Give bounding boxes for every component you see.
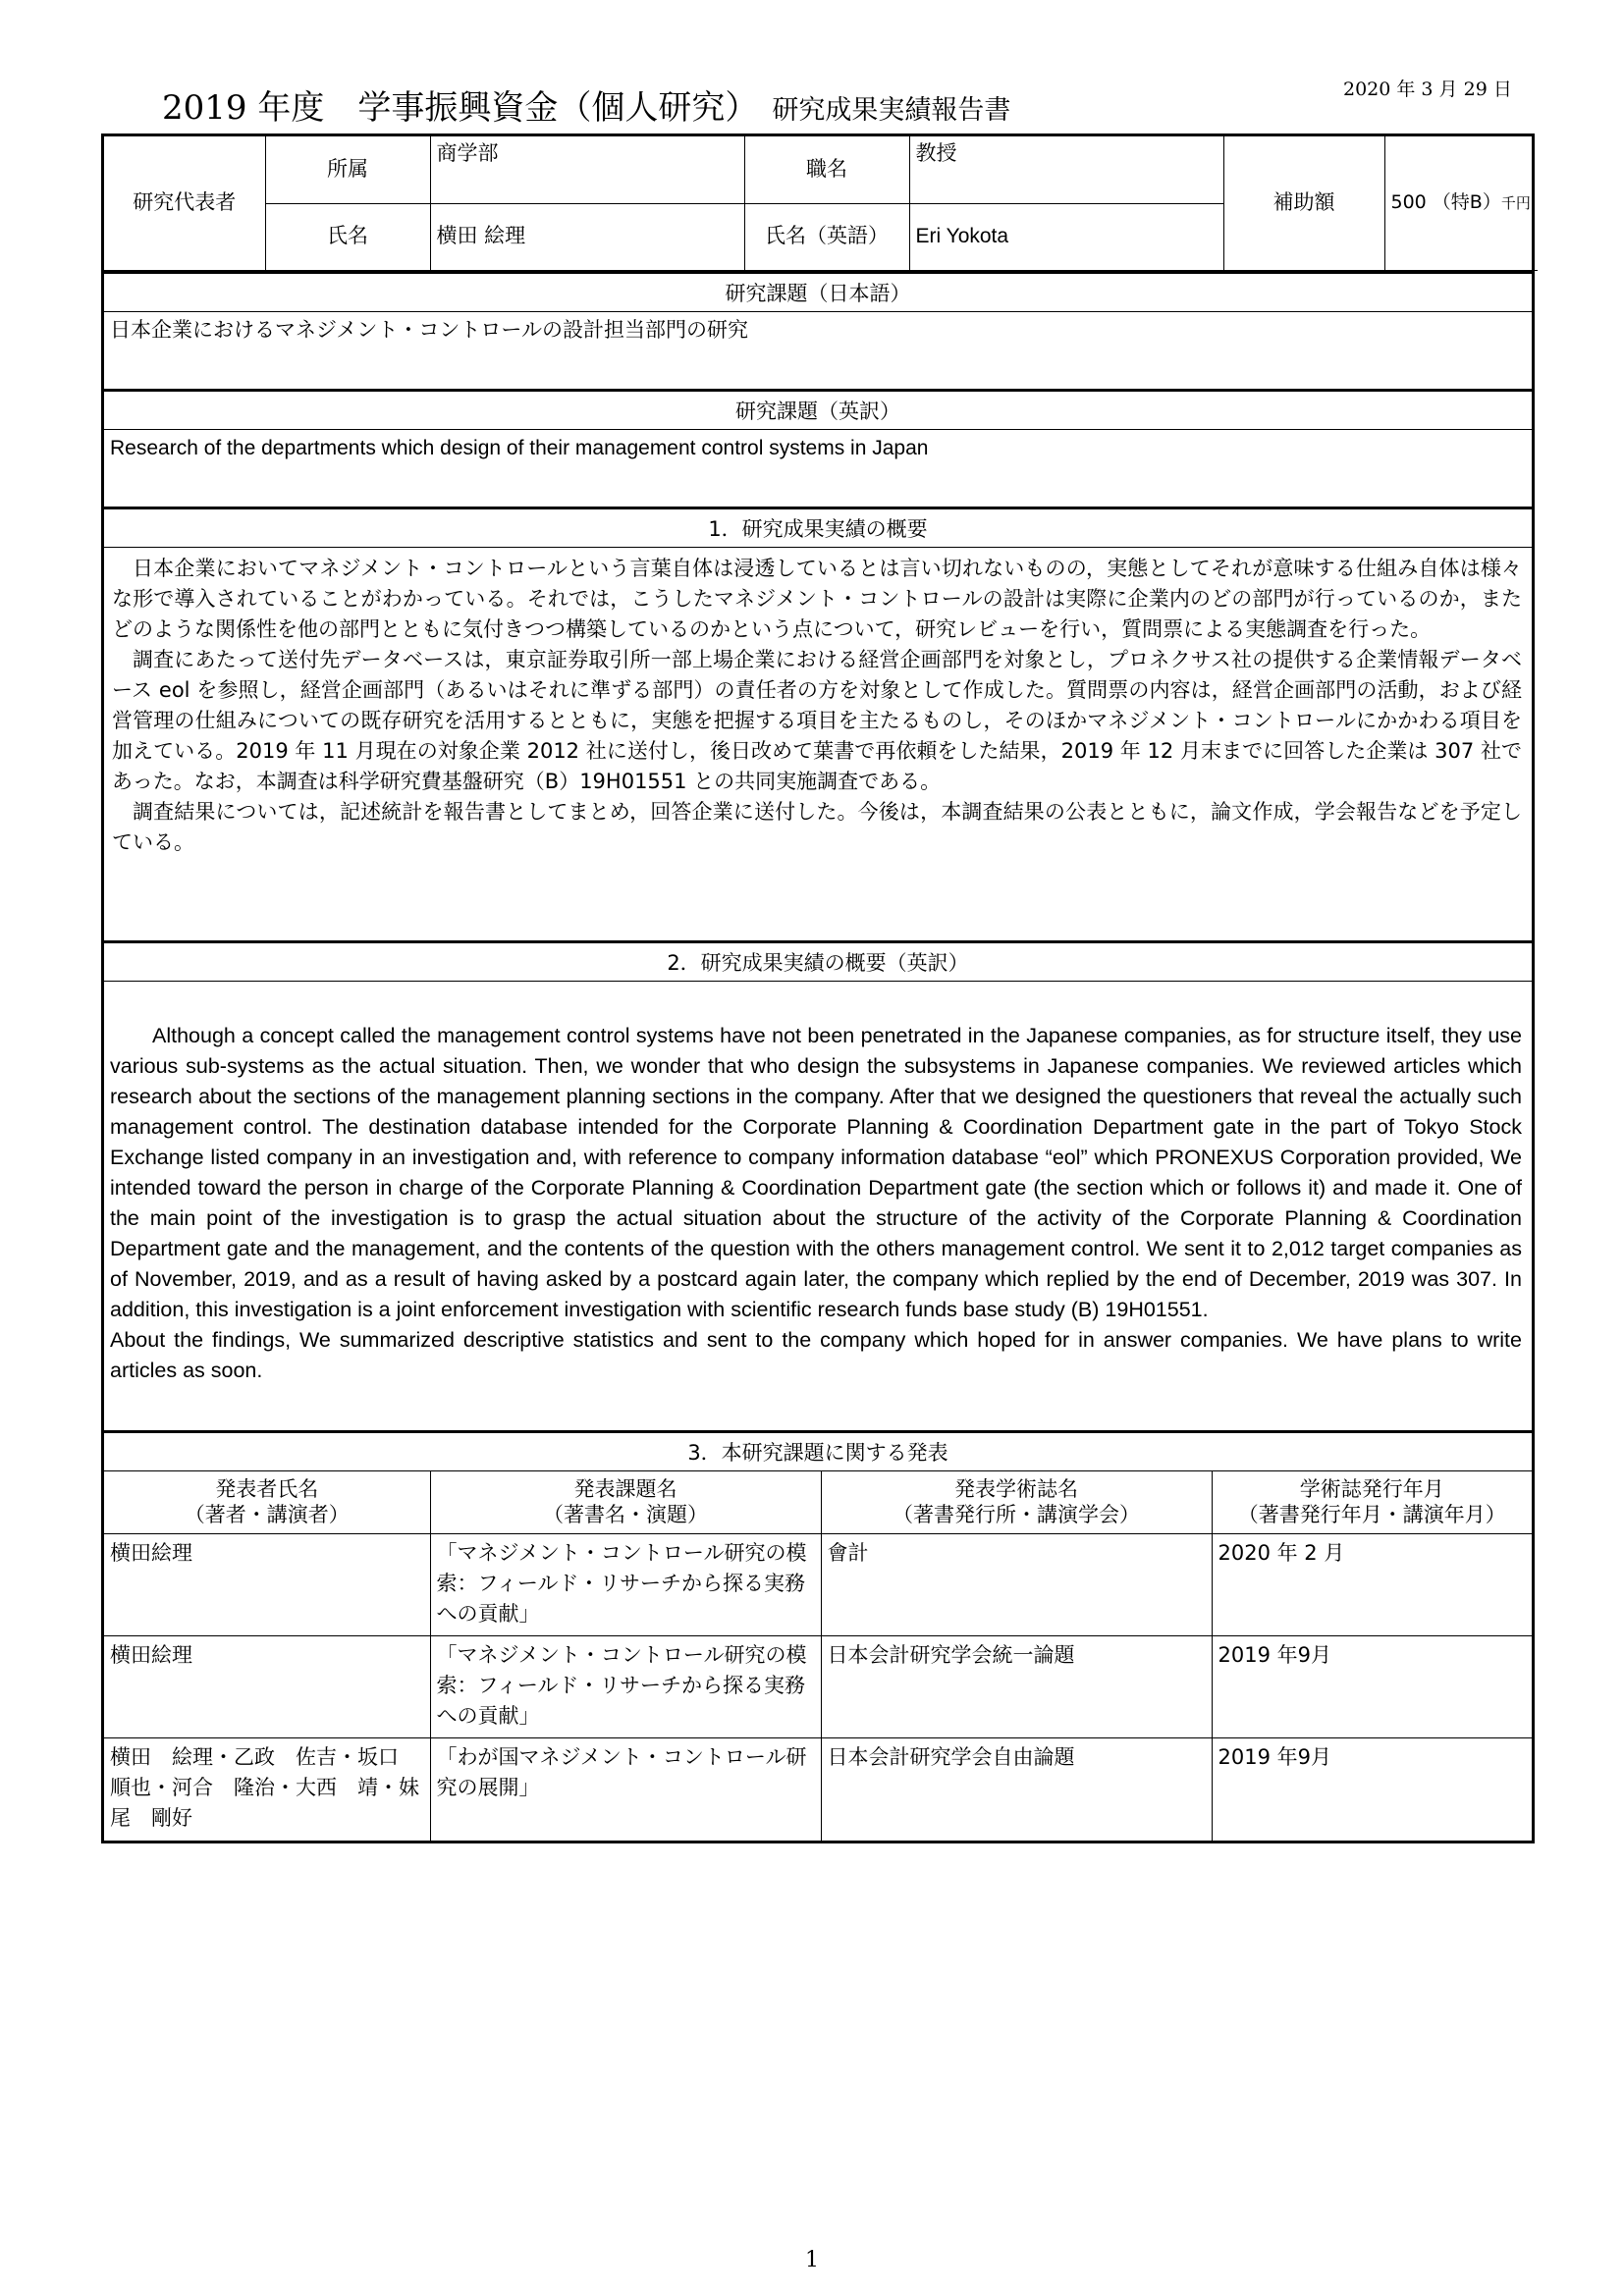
summary-en-section <box>104 940 1532 1430</box>
position-label: 職名 <box>744 136 909 203</box>
pub-header-author <box>104 1471 430 1534</box>
pub-header-author-main: 発表者氏名 <box>215 1477 319 1502</box>
table-row <box>104 1738 1532 1841</box>
report-date: 2020 年 3 月 29 日 <box>1343 79 1512 100</box>
summary-jp-section <box>104 507 1532 940</box>
pub-header-date <box>1212 1471 1532 1534</box>
pub-header-title-main: 発表課題名 <box>573 1477 677 1502</box>
pub-author: 横田絵理 <box>104 1534 430 1636</box>
pub-date: 2019 年9月 <box>1212 1738 1532 1841</box>
summary-en-paragraph: About the findings, We summarized descriptive statistics and sent to the company which hoped for in answer companies. We have plans to write articles as soon. <box>110 1327 1522 1382</box>
report-frame <box>101 133 1535 1843</box>
pub-author: 横田絵理 <box>104 1636 430 1738</box>
summary-en-label: 2．研究成果実績の概要（英訳） <box>104 943 1532 982</box>
summary-jp-body <box>104 548 1532 940</box>
pub-venue: 會計 <box>821 1534 1212 1636</box>
affiliation-value: 商学部 <box>430 136 744 203</box>
pub-venue: 日本会計研究学会統一論題 <box>821 1636 1212 1738</box>
pub-date: 2020 年 2 月 <box>1212 1534 1532 1636</box>
topic-jp-section <box>104 271 1532 389</box>
position-value: 教授 <box>909 136 1223 203</box>
topic-en-text: Research of the departments which design of their management control systems in Japan <box>110 436 929 459</box>
summary-en-paragraph: Although a concept called the management control systems have not been penetrated in the Japanese companies, as for structure itself, they use various sub-systems as the actual situation. Then, we wonder that who design the subsystems in Japanese companies. We reviewed articles which research about the sections of the management planning sections in the company. After that we designed the questioners that reveal the actually such management control. The destination database intended for the Corporate Planning & Coordination Department gate in the part of Tokyo Stock Exchange listed company in an investigation and, with reference to company information database “eol” which PRONEXUS Corporation provided, We intended toward the person in charge of the Corporate Planning & Coordination Department gate (the section which or follows it) and made it. One of the main point of the investigation is to grasp the actual situation about the structure of the activity of the Corporate Planning & Coordination Department gate and the management, and the contents of the question with the others management control. We sent it to 2,012 target companies as of November, 2019, and as a result of having asked by a postcard again later, the company which replied by the end of December, 2019 was 307. In addition, this investigation is a joint enforcement investigation with scientific research funds base study (B) 19H01551. <box>110 1023 1522 1321</box>
pub-header-venue <box>821 1471 1212 1534</box>
grant-value: 500 （特B） <box>1390 191 1501 214</box>
report-title-sub: 研究成果実績報告書 <box>772 95 1011 126</box>
info-table <box>104 136 1538 271</box>
page-number: 1 <box>805 2248 819 2272</box>
name-en-value: Eri Yokota <box>909 203 1223 270</box>
topic-jp-label: 研究課題（日本語） <box>104 274 1532 312</box>
pub-title: 「マネジメント・コントロール研究の模索：フィールド・リサーチから探る実務への貢献」 <box>430 1534 821 1636</box>
table-row <box>104 1534 1532 1636</box>
summary-jp-paragraph: 日本企業においてマネジメント・コントロールという言葉自体は浸透しているとは言い切れないものの，実態としてそれが意味する仕組み自体は様々な形で導入されていることがわかっている。それでは，こうしたマネジメント・コントロールの設計は実際に企業内のどの部門が行っているのか，またどのような関係性を他の部門とともに気付きつつ構築しているのかという点について，研究レビューを行い，質問票による実態調査を行った。 <box>112 556 1522 641</box>
summary-jp-paragraph: 調査結果については，記述統計を報告書としてまとめ，回答企業に送付した。今後は，本調査結果の公表とともに，論文作成，学会報告などを予定している。 <box>112 799 1522 854</box>
affiliation-label: 所属 <box>265 136 430 203</box>
pub-header-title <box>430 1471 821 1534</box>
pub-header-title-sub: （著書名・演題） <box>543 1503 708 1527</box>
topic-en-label: 研究課題（英訳） <box>104 392 1532 430</box>
pub-header-venue-sub: （著書発行所・講演学会） <box>893 1503 1140 1527</box>
summary-jp-paragraph: 調査にあたって送付先データベースは，東京証券取引所一部上場企業における経営企画部門を対象とし，プロネクサス社の提供する企業情報データベース eol を参照し，経営企画部門（あるいはそれに準ずる部門）の責任者の方を対象として作成した。質問票の内容は，経営企画部門の活動，および経営管理の仕組みについての既存研究を活用するとともに，実態を把握する項目を主たるものし，そのほかマネジメント・コントロールにかかわる項目を加えている。2019 年 11 月現在の対象企業 2012 社に送付し，後日改めて葉書で再依頼をした結果，2019 年 12 月末までに回答した企業は 307 社であった。なお，本調査は科学研究費基盤研究（B）19H01551 との共同実施調査である。 <box>112 647 1522 793</box>
name-label: 氏名 <box>265 203 430 270</box>
pub-date: 2019 年9月 <box>1212 1636 1532 1738</box>
pub-header-venue-main: 発表学術誌名 <box>954 1477 1078 1502</box>
pub-author: 横田 絵理・乙政 佐吉・坂口 順也・河合 隆治・大西 靖・妹尾 剛好 <box>104 1738 430 1841</box>
pub-header-date-main: 学術誌発行年月 <box>1299 1477 1444 1502</box>
name-value: 横田 絵理 <box>430 203 744 270</box>
table-row <box>104 1636 1532 1738</box>
pub-venue: 日本会計研究学会自由論題 <box>821 1738 1212 1841</box>
publications-section <box>104 1430 1532 1841</box>
report-title-main: 2019 年度 学事振興資金（個人研究） <box>162 88 759 128</box>
summary-en-body <box>104 982 1532 1430</box>
pub-header-author-sub: （著者・講演者） <box>184 1503 350 1527</box>
grant-unit: 千円 <box>1500 194 1531 213</box>
report-title <box>162 80 1010 129</box>
name-en-label: 氏名（英語） <box>744 203 909 270</box>
rep-label: 研究代表者 <box>104 136 265 270</box>
pub-title: 「マネジメント・コントロール研究の模索：フィールド・リサーチから探る実務への貢献」 <box>430 1636 821 1738</box>
publications-label: 3．本研究課題に関する発表 <box>104 1433 1532 1471</box>
publications-table <box>104 1471 1532 1841</box>
topic-en-section <box>104 389 1532 507</box>
grant-value-cell <box>1384 136 1538 270</box>
summary-jp-label: 1．研究成果実績の概要 <box>104 509 1532 548</box>
pub-header-date-sub: （著書発行年月・講演年月） <box>1237 1503 1506 1527</box>
topic-jp-text: 日本企業におけるマネジメント・コントロールの設計担当部門の研究 <box>110 317 748 342</box>
grant-label: 補助額 <box>1223 136 1384 270</box>
pub-title: 「わが国マネジメント・コントロール研究の展開」 <box>430 1738 821 1841</box>
